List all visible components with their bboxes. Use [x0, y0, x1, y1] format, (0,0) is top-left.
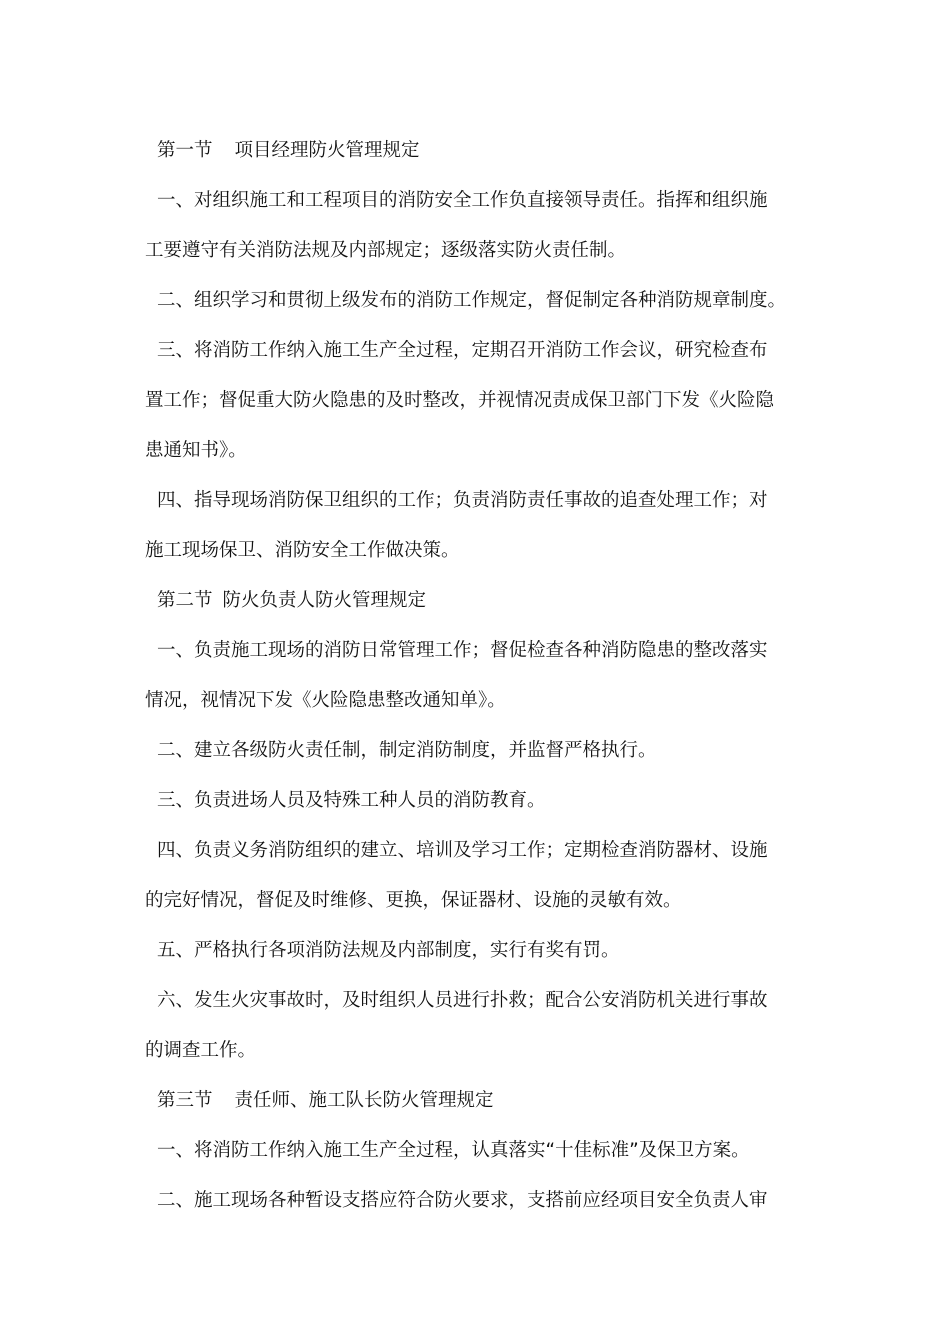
document-body	[145, 126, 807, 1226]
paragraph-line: 的调查工作。	[145, 1040, 257, 1061]
paragraph-line: 二、组织学习和贯彻上级发布的消防工作规定，督促制定各种消防规章制度。	[157, 290, 787, 311]
section-label: 第三节	[157, 1090, 213, 1111]
paragraph-line: 患通知书》。	[145, 440, 247, 461]
section-title: 责任师、施工队长防火管理规定	[234, 1090, 494, 1111]
section-heading-3	[145, 1076, 807, 1126]
section-label: 第一节	[157, 140, 213, 161]
paragraph-line: 工要遵守有关消防法规及内部规定；逐级落实防火责任制。	[145, 240, 627, 261]
paragraph-line: 的完好情况，督促及时维修、更换，保证器材、设施的灵敏有效。	[145, 890, 682, 911]
section-heading-1	[145, 126, 807, 176]
paragraph-line: 六、发生火灾事故时，及时组织人员进行扑救；配合公安消防机关进行事故	[157, 990, 768, 1011]
paragraph-line: 四、指导现场消防保卫组织的工作；负责消防责任事故的追查处理工作；对	[157, 490, 768, 511]
section-label: 第二节	[157, 590, 213, 611]
paragraph-line: 二、建立各级防火责任制，制定消防制度，并监督严格执行。	[157, 740, 657, 761]
paragraph-line: 五、严格执行各项消防法规及内部制度，实行有奖有罚。	[157, 940, 620, 961]
paragraph-line: 三、负责进场人员及特殊工种人员的消防教育。	[157, 790, 546, 811]
section-heading-2	[145, 576, 807, 626]
paragraph-line: 一、负责施工现场的消防日常管理工作；督促检查各种消防隐患的整改落实	[157, 640, 768, 661]
section-title: 防火负责人防火管理规定	[222, 590, 427, 611]
section-title: 项目经理防火管理规定	[234, 140, 420, 161]
paragraph-line: 三、将消防工作纳入施工生产全过程，定期召开消防工作会议，研究检查布	[157, 340, 768, 361]
paragraph-line: 四、负责义务消防组织的建立、培训及学习工作；定期检查消防器材、设施	[157, 840, 768, 861]
paragraph-line: 置工作；督促重大防火隐患的及时整改，并视情况责成保卫部门下发《火险隐	[145, 390, 775, 411]
paragraph-line: 情况，视情况下发《火险隐患整改通知单》。	[145, 690, 506, 711]
paragraph-line: 一、将消防工作纳入施工生产全过程，认真落实“十佳标准”及保卫方案。	[157, 1140, 750, 1161]
paragraph-line: 二、施工现场各种暂设支搭应符合防火要求，支搭前应经项目安全负责人审	[157, 1190, 768, 1211]
paragraph-line: 一、对组织施工和工程项目的消防安全工作负直接领导责任。指挥和组织施	[157, 190, 768, 211]
paragraph-line: 施工现场保卫、消防安全工作做决策。	[145, 540, 460, 561]
